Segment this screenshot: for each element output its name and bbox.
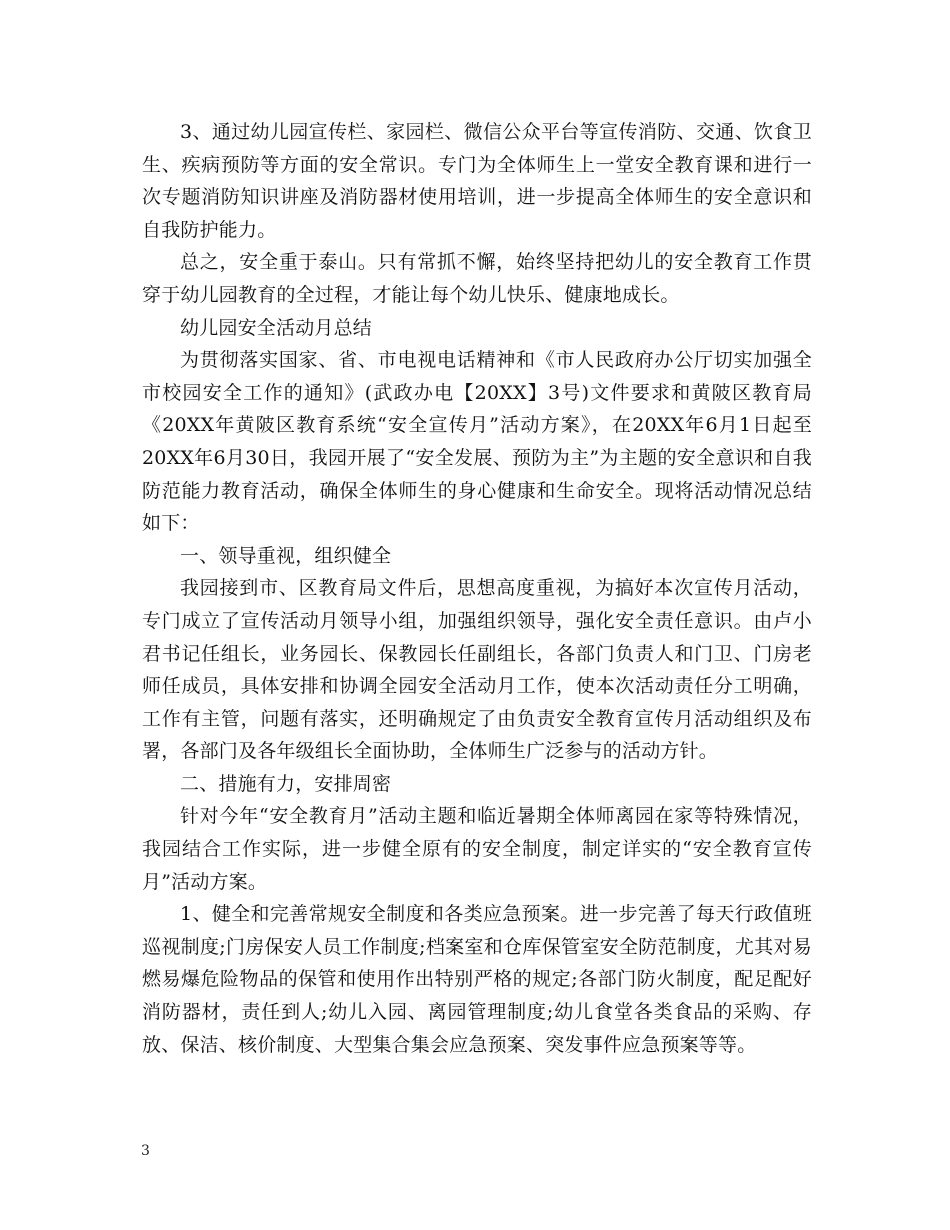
section-title: 幼儿园安全活动月总结 (180, 316, 373, 339)
paragraph-leadership: 我园接到市、区教育局文件后，思想高度重视，为搞好本次宣传月活动，专门成立了宣传活动月领导小组，加强组织领导，强化安全责任意识。由卢小君书记任组长，业务园长、保教园长任副组长，各部门负责人和门卫、门房老师任成员，具体安排和协调全园安全活动月工作，使本次活动责任分工明确，工作有主管，问题有落实，还明确规定了由负责安全教育宣传月活动组织及布署，各部门及各年级组长全面协助，全体师生广泛参与的活动方针。 (142, 577, 812, 763)
paragraph-measures: 针对今年“安全教育月”活动主题和临近暑期全体师离园在家等特殊情况，我园结合工作实际，进一步健全原有的安全制度，制定详实的“安全教育宣传月”活动方案。 (142, 805, 812, 893)
paragraph-safety-rules: 1、健全和完善常规安全制度和各类应急预案。进一步完善了每天行政值班巡视制度;门房保安人员工作制度;档案室和仓库保管室安全防范制度，尤其对易燃易爆危险物品的保管和使用作出特别严格的规定;各部门防火制度，配足配好消防器材，责任到人;幼儿入园、离园管理制度;幼儿食堂各类食品的采购、存放、保洁、核价制度、大型集合集会应急预案、突发事件应急预案等等。 (142, 903, 812, 1056)
paragraph-fire-safety-publicity: 3、通过幼儿园宣传栏、家园栏、微信公众平台等宣传消防、交通、饮食卫生、疾病预防等方面的安全常识。专门为全体师生上一堂安全教育课和进行一次专题消防知识讲座及消防器材使用培训，进一步提高全体师生的安全意识和自我防护能力。 (142, 121, 812, 241)
heading-leadership: 一、领导重视，组织健全 (180, 544, 392, 567)
heading-measures: 二、措施有力，安排周密 (180, 772, 392, 795)
paragraph-conclusion: 总之，安全重于泰山。只有常抓不懈，始终坚持把幼儿的安全教育工作贯穿于幼儿园教育的全过程，才能让每个幼儿快乐、健康地成长。 (142, 251, 812, 306)
document-body (142, 116, 812, 1061)
page-number: 3 (141, 1143, 150, 1159)
paragraph-introduction: 为贯彻落实国家、省、市电视电话精神和《市人民政府办公厅切实加强全市校园安全工作的通知》(武政办电【20XX】3号)文件要求和黄陂区教育局《20XX年黄陂区教育系统“安全宣传月”活动方案》，在20XX年6月1日起至20XX年6月30日，我园开展了“安全发展、预防为主”为主题的安全意识和自我防范能力教育活动，确保全体师生的身心健康和生命安全。现将活动情况总结如下： (142, 349, 812, 535)
